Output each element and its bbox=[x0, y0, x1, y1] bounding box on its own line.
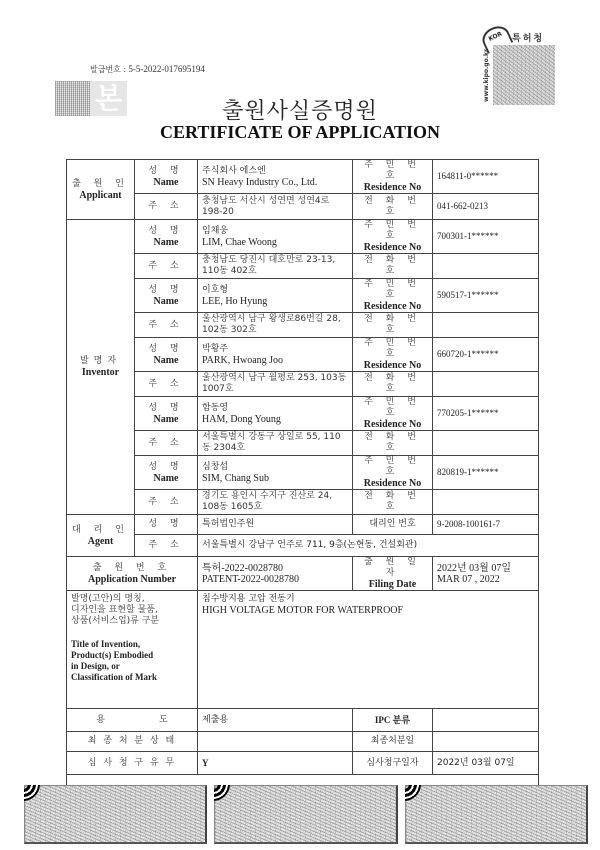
agent-label-en: Agent bbox=[87, 535, 114, 547]
title-label-ko-line: 디자인을 표현할 물품, bbox=[71, 605, 158, 615]
security-seals bbox=[24, 785, 588, 844]
applicant-name bbox=[198, 160, 353, 194]
applicant-label bbox=[67, 160, 135, 220]
invention-title-label bbox=[67, 591, 198, 709]
inventor-residence-no: 700301-1****** bbox=[433, 220, 539, 254]
filing-date-label-en: Filing Date bbox=[368, 579, 417, 590]
residence-label-en: Residence No bbox=[363, 360, 422, 371]
inventor-name-row bbox=[67, 220, 539, 254]
exam-request-row bbox=[67, 752, 539, 775]
title-label-en-line: Product(s) Embodied bbox=[71, 650, 154, 660]
seal-arc-icon bbox=[405, 785, 423, 803]
name-label-ko: 성 명 bbox=[148, 225, 184, 236]
name-label bbox=[135, 160, 198, 194]
inventor-residence-no: 770205-1****** bbox=[433, 397, 539, 431]
security-seal bbox=[405, 785, 588, 844]
inventor-label-ko: 발명자 bbox=[79, 356, 122, 366]
issue-number-value: 5-5-2022-017695194 bbox=[128, 64, 205, 74]
title-label-ko-line: 상품(서비스업)류 구분 bbox=[71, 616, 160, 626]
applicant-name-en: SN Heavy Industry Co., Ltd. bbox=[202, 176, 318, 188]
inventor-phone bbox=[433, 431, 539, 456]
residence-label-ko: 주 민 번 호 bbox=[364, 397, 421, 418]
inventor-name-row bbox=[67, 456, 539, 490]
seal-arc-icon bbox=[24, 785, 42, 803]
inventor-address-row bbox=[67, 313, 539, 338]
name-label-ko: 성 명 bbox=[148, 284, 184, 295]
name-label-en: Name bbox=[153, 354, 179, 366]
applicant-label-ko: 출 원 인 bbox=[72, 178, 129, 189]
phone-label: 전 화 번 호 bbox=[353, 490, 433, 515]
filing-date bbox=[433, 557, 539, 591]
filing-date-en: MAR 07 , 2022 bbox=[437, 573, 500, 585]
agent-name: 특허법인주원 bbox=[198, 515, 353, 535]
security-seal bbox=[24, 785, 207, 844]
agent-label bbox=[67, 515, 135, 557]
inventor-name-en: LEE, Ho Hyung bbox=[202, 295, 268, 307]
inventor-address-row bbox=[67, 490, 539, 515]
application-number-label-ko: 출 원 번 호 bbox=[92, 562, 172, 573]
inventor-phone bbox=[433, 490, 539, 515]
residence-label-ko: 주 민 번 호 bbox=[364, 338, 421, 359]
inventor-phone bbox=[433, 254, 539, 279]
page-title-ko: 출원사실증명원 bbox=[222, 99, 378, 124]
name-label-en: Name bbox=[153, 472, 179, 484]
name-label-ko: 성 명 bbox=[148, 461, 184, 472]
inventor-name-ko: 임채웅 bbox=[202, 225, 229, 236]
residence-label-ko: 주 민 번 호 bbox=[364, 279, 421, 300]
inventor-phone bbox=[433, 372, 539, 397]
inventor-address: 경기도 용인시 수지구 진산로 24, 108동 1605호 bbox=[198, 490, 353, 515]
inventor-address: 울산광역시 남구 왕생로86번길 28, 102동 302호 bbox=[198, 313, 353, 338]
applicant-label-en: Applicant bbox=[79, 189, 122, 201]
inventor-address-row bbox=[67, 372, 539, 397]
certificate-table bbox=[66, 159, 539, 797]
final-status-value bbox=[198, 732, 353, 752]
inventor-address: 충청남도 당진시 대호만로 23-13, 110동 402호 bbox=[198, 254, 353, 279]
applicant-residence-no: 164811-0****** bbox=[433, 160, 539, 194]
agent-label-ko: 대 리 인 bbox=[72, 524, 129, 535]
watermark-char: 본 bbox=[90, 81, 127, 116]
inventor-name-ko: 함동영 bbox=[202, 402, 229, 413]
inventor-name-en: SIM, Chang Sub bbox=[202, 472, 269, 484]
phone-label: 전 화 번 호 bbox=[353, 372, 433, 397]
inventor-name bbox=[198, 279, 353, 313]
title-label-en-line: in Design, or bbox=[71, 661, 120, 671]
residence-label bbox=[353, 456, 433, 490]
use-row bbox=[67, 709, 539, 732]
inventor-label bbox=[67, 220, 135, 515]
name-label-en: Name bbox=[153, 236, 179, 248]
security-seal bbox=[214, 785, 397, 844]
residence-label bbox=[353, 220, 433, 254]
inventor-address: 울산광역시 남구 월평로 253, 103동 1007호 bbox=[198, 372, 353, 397]
filing-date-label-ko: 출 원 일 자 bbox=[364, 557, 421, 578]
inventor-residence-no: 590517-1****** bbox=[433, 279, 539, 313]
residence-label bbox=[353, 279, 433, 313]
inventor-name-row bbox=[67, 338, 539, 372]
applicant-name-ko: 주식회사 에스엔 bbox=[202, 165, 266, 176]
residence-label-ko: 주 민 번 호 bbox=[364, 220, 421, 241]
agent-no: 9-2008-100161-7 bbox=[433, 515, 539, 535]
agent-address: 서울특별시 강남구 언주로 711, 9층(논현동, 건설회관) bbox=[198, 535, 539, 557]
ipc-value bbox=[433, 709, 539, 732]
application-number-label bbox=[67, 557, 198, 591]
exam-date-label: 심사청구일자 bbox=[353, 752, 433, 775]
residence-label-ko: 주 민 번 호 bbox=[364, 456, 421, 477]
inventor-residence-no: 660720-1****** bbox=[433, 338, 539, 372]
applicant-phone: 041-662-0213 bbox=[433, 194, 539, 220]
name-label-ko: 성 명 bbox=[148, 343, 184, 354]
filing-date-ko: 2022년 03월 07일 bbox=[437, 562, 511, 574]
phone-label: 전 화 번 호 bbox=[353, 431, 433, 456]
inventor-address-row bbox=[67, 431, 539, 456]
address-label: 주 소 bbox=[135, 254, 198, 279]
title-label-en-line: Title of Invention, bbox=[71, 639, 141, 649]
name-label-ko: 성 명 bbox=[148, 165, 184, 176]
address-label: 주 소 bbox=[135, 490, 198, 515]
phone-label: 전 화 번 호 bbox=[353, 194, 433, 220]
residence-label-en: Residence No bbox=[363, 301, 422, 312]
invention-title-row bbox=[67, 591, 539, 709]
inventor-name bbox=[198, 220, 353, 254]
application-number-ko: 특허-2022-0028780 bbox=[202, 562, 283, 574]
address-label: 주 소 bbox=[135, 313, 198, 338]
stamp-url: www.kipo.go.kr bbox=[482, 49, 490, 102]
agent-no-label: 대리인 번호 bbox=[353, 515, 433, 535]
agent-name-row bbox=[67, 515, 539, 535]
address-label: 주 소 bbox=[135, 431, 198, 456]
inventor-name bbox=[198, 397, 353, 431]
seal-arc-icon bbox=[214, 785, 232, 803]
kor-badge-icon: KOR bbox=[479, 22, 514, 54]
address-label: 주 소 bbox=[135, 372, 198, 397]
applicant-name-row bbox=[67, 160, 539, 194]
name-label bbox=[135, 397, 198, 431]
use-value: 제출용 bbox=[198, 709, 353, 732]
inventor-name-en: HAM, Dong Young bbox=[202, 413, 281, 425]
name-label bbox=[135, 279, 198, 313]
inventor-name-ko: 심창섭 bbox=[202, 461, 229, 472]
residence-label bbox=[353, 338, 433, 372]
residence-label bbox=[353, 160, 433, 194]
exam-date-value: 2022년 03월 07일 bbox=[433, 752, 539, 775]
phone-label: 전 화 번 호 bbox=[353, 254, 433, 279]
application-number bbox=[198, 557, 353, 591]
application-number-label-en: Application Number bbox=[87, 573, 177, 585]
name-label-en: Name bbox=[153, 176, 179, 188]
page-title-en: CERTIFICATE OF APPLICATION bbox=[159, 122, 441, 142]
residence-label-ko: 주 민 번 호 bbox=[364, 160, 421, 181]
name-label bbox=[135, 220, 198, 254]
filing-date-label bbox=[353, 557, 433, 591]
issue-number-label: 발급번호 : bbox=[90, 65, 127, 74]
invention-title bbox=[198, 591, 539, 709]
title-label-en-line: Classification of Mark bbox=[71, 672, 157, 682]
inventor-name-row bbox=[67, 397, 539, 431]
name-label-en: Name bbox=[153, 295, 179, 307]
inventor-name-en: LIM, Chae Woong bbox=[202, 236, 277, 248]
ipc-label: IPC 분류 bbox=[353, 709, 433, 732]
applicant-address-row bbox=[67, 194, 539, 220]
name-label-en: Name bbox=[153, 413, 179, 425]
exam-request-value: Y bbox=[198, 752, 353, 775]
inventor-name bbox=[198, 456, 353, 490]
final-date-value bbox=[433, 732, 539, 752]
residence-label bbox=[353, 397, 433, 431]
inventor-label-en: Inventor bbox=[81, 367, 120, 378]
residence-label-en: Residence No bbox=[363, 182, 422, 193]
name-label bbox=[135, 338, 198, 372]
invention-title-en: HIGH VOLTAGE MOTOR FOR WATERPROOF bbox=[202, 605, 404, 616]
inventor-name-en: PARK, Hwoang Joo bbox=[202, 354, 284, 366]
application-number-en: PATENT-2022-0028780 bbox=[202, 573, 300, 585]
inventor-name-ko: 박황주 bbox=[202, 343, 229, 354]
inventor-name bbox=[198, 338, 353, 372]
inventor-name-row bbox=[67, 279, 539, 313]
name-label-ko: 성 명 bbox=[135, 515, 198, 535]
agent-address-row bbox=[67, 535, 539, 557]
invention-title-ko: 침수방지용 고압 전동기 bbox=[202, 594, 295, 604]
final-date-label: 최종처분일 bbox=[353, 732, 433, 752]
stamp-office: 특허청 bbox=[512, 34, 545, 44]
final-status-label: 최 종 처 분 상 태 bbox=[67, 732, 198, 752]
address-label: 주 소 bbox=[135, 194, 198, 220]
residence-label-en: Residence No bbox=[363, 242, 422, 253]
phone-label: 전 화 번 호 bbox=[353, 313, 433, 338]
inventor-phone bbox=[433, 313, 539, 338]
inventor-address-row bbox=[67, 254, 539, 279]
application-number-row bbox=[67, 557, 539, 591]
name-label bbox=[135, 456, 198, 490]
residence-label-en: Residence No bbox=[363, 478, 422, 489]
residence-label-en: Residence No bbox=[363, 419, 422, 430]
name-label-ko: 성 명 bbox=[148, 402, 184, 413]
address-label: 주 소 bbox=[135, 535, 198, 557]
final-status-row bbox=[67, 732, 539, 752]
inventor-name-ko: 이호형 bbox=[202, 284, 229, 295]
inventor-address: 서울특별시 강동구 상일로 55, 110동 2304호 bbox=[198, 431, 353, 456]
issue-number bbox=[90, 64, 205, 75]
exam-request-label: 심 사 청 구 유 무 bbox=[67, 752, 198, 775]
title-label-ko-line: 발명(고안)의 명칭, bbox=[71, 594, 145, 604]
applicant-address: 충청남도 서산시 성연면 성연4로 198-20 bbox=[198, 194, 353, 220]
use-label: 용 도 bbox=[67, 709, 198, 732]
inventor-residence-no: 820819-1****** bbox=[433, 456, 539, 490]
